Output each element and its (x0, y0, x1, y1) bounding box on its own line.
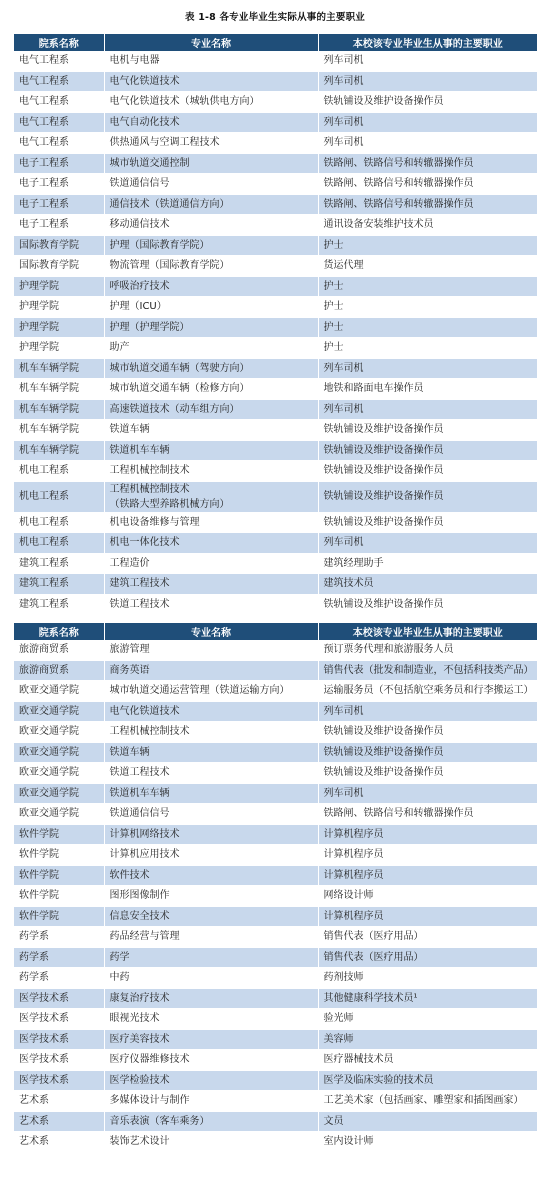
cell-department: 机车车辆学院 (14, 399, 104, 420)
cell-occupation: 验光师 (318, 1009, 537, 1030)
cell-occupation: 计算机程序员 (318, 845, 537, 866)
table-title: 表 1-8 各专业毕业生实际从事的主要职业 (185, 12, 365, 23)
cell-occupation: 列车司机 (318, 533, 537, 554)
cell-department: 欧亚交通学院 (14, 722, 104, 743)
cell-department: 护理学院 (14, 317, 104, 338)
cell-major: 药品经营与管理 (104, 927, 318, 948)
cell-department: 欧亚交通学院 (14, 742, 104, 763)
cell-occupation: 铁轨铺设及维护设备操作员 (318, 420, 537, 441)
cell-major: 机电一体化技术 (104, 533, 318, 554)
cell-department: 电气工程系 (14, 112, 104, 133)
cell-department: 机车车辆学院 (14, 420, 104, 441)
cell-major: 电气化铁道技术 (104, 71, 318, 92)
table-row (14, 71, 537, 92)
cell-occupation: 室内设计师 (318, 1132, 537, 1153)
cell-department: 电子工程系 (14, 194, 104, 215)
table-header-row (14, 623, 537, 640)
cell-occupation: 计算机程序员 (318, 865, 537, 886)
table-row (14, 1132, 537, 1153)
cell-occupation: 计算机程序员 (318, 824, 537, 845)
table-row (14, 553, 537, 574)
cell-major: 城市轨道交通车辆（驾驶方向） (104, 358, 318, 379)
table-row (14, 742, 537, 763)
cell-major: 高速铁道技术（动车组方向） (104, 399, 318, 420)
cell-department: 机车车辆学院 (14, 440, 104, 461)
cell-occupation: 美容师 (318, 1029, 537, 1050)
cell-department: 软件学院 (14, 824, 104, 845)
header-occupation: 本校该专业毕业生从事的主要职业 (318, 34, 537, 51)
cell-occupation: 护士 (318, 317, 537, 338)
cell-department: 欧亚交通学院 (14, 804, 104, 825)
cell-occupation: 销售代表（批发和制造业，不包括科技类产品） (318, 660, 537, 681)
cell-occupation: 列车司机 (318, 399, 537, 420)
table-row (14, 112, 537, 133)
cell-occupation: 铁轨铺设及维护设备操作员 (318, 742, 537, 763)
cell-major: 铁道通信信号 (104, 174, 318, 195)
cell-department: 医学技术系 (14, 1009, 104, 1030)
header-department: 院系名称 (14, 623, 104, 640)
cell-major: 城市轨道交通运营管理（铁道运输方向） (104, 681, 318, 702)
cell-occupation: 医学及临床实验的技术员 (318, 1070, 537, 1091)
table-row (14, 988, 537, 1009)
table-row (14, 640, 537, 660)
cell-major: 供热通风与空调工程技术 (104, 133, 318, 154)
table-row (14, 51, 537, 71)
cell-occupation: 销售代表（医疗用品） (318, 947, 537, 968)
table-row (14, 886, 537, 907)
table-row (14, 133, 537, 154)
cell-occupation: 铁轨铺设及维护设备操作员 (318, 763, 537, 784)
cell-major: 药学 (104, 947, 318, 968)
table-row (14, 358, 537, 379)
cell-department: 机电工程系 (14, 512, 104, 533)
table-row (14, 701, 537, 722)
table-row (14, 420, 537, 441)
cell-major: 呼吸治疗技术 (104, 276, 318, 297)
cell-major: 城市轨道交通控制 (104, 153, 318, 174)
cell-occupation: 计算机程序员 (318, 906, 537, 927)
cell-department: 护理学院 (14, 276, 104, 297)
cell-major: 城市轨道交通车辆（检修方向） (104, 379, 318, 400)
cell-occupation: 列车司机 (318, 358, 537, 379)
cell-occupation: 铁轨铺设及维护设备操作员 (318, 440, 537, 461)
header-department: 院系名称 (14, 34, 104, 51)
cell-major: 工程机械控制技术 （铁路大型养路机械方向） (104, 481, 318, 512)
table-row (14, 968, 537, 989)
header-occupation: 本校该专业毕业生从事的主要职业 (318, 623, 537, 640)
cell-department: 电气工程系 (14, 71, 104, 92)
cell-major: 眼视光技术 (104, 1009, 318, 1030)
cell-department: 药学系 (14, 947, 104, 968)
cell-department: 欧亚交通学院 (14, 701, 104, 722)
cell-major: 工程造价 (104, 553, 318, 574)
cell-department: 艺术系 (14, 1132, 104, 1153)
cell-department: 机电工程系 (14, 461, 104, 482)
cell-major: 商务英语 (104, 660, 318, 681)
cell-department: 软件学院 (14, 865, 104, 886)
cell-department: 电气工程系 (14, 92, 104, 113)
cell-occupation: 列车司机 (318, 51, 537, 71)
cell-department: 旅游商贸系 (14, 640, 104, 660)
cell-department: 药学系 (14, 927, 104, 948)
cell-major: 铁道车辆 (104, 742, 318, 763)
header-major: 专业名称 (104, 623, 318, 640)
cell-major: 图形图像制作 (104, 886, 318, 907)
cell-occupation: 列车司机 (318, 112, 537, 133)
cell-department: 国际教育学院 (14, 256, 104, 277)
cell-occupation: 列车司机 (318, 701, 537, 722)
cell-department: 欧亚交通学院 (14, 783, 104, 804)
cell-major: 建筑工程技术 (104, 574, 318, 595)
table-row (14, 865, 537, 886)
table-row (14, 92, 537, 113)
cell-major: 工程机械控制技术 (104, 461, 318, 482)
table-row (14, 338, 537, 359)
cell-department: 护理学院 (14, 297, 104, 318)
table-row (14, 947, 537, 968)
cell-occupation: 预订票务代理和旅游服务人员 (318, 640, 537, 660)
table-row (14, 153, 537, 174)
cell-department: 电气工程系 (14, 51, 104, 71)
table-row (14, 722, 537, 743)
cell-occupation: 铁轨铺设及维护设备操作员 (318, 92, 537, 113)
cell-occupation: 其他健康科学技术员¹ (318, 988, 537, 1009)
cell-department: 护理学院 (14, 338, 104, 359)
cell-department: 欧亚交通学院 (14, 763, 104, 784)
cell-department: 电子工程系 (14, 215, 104, 236)
table-row (14, 399, 537, 420)
cell-major: 工程机械控制技术 (104, 722, 318, 743)
cell-major: 护理（ICU） (104, 297, 318, 318)
cell-department: 电子工程系 (14, 174, 104, 195)
cell-major: 计算机网络技术 (104, 824, 318, 845)
cell-occupation: 列车司机 (318, 71, 537, 92)
cell-occupation: 列车司机 (318, 133, 537, 154)
table-row (14, 660, 537, 681)
cell-department: 旅游商贸系 (14, 660, 104, 681)
cell-occupation: 铁路闸、铁路信号和转辙器操作员 (318, 174, 537, 195)
cell-department: 电子工程系 (14, 153, 104, 174)
table-row (14, 215, 537, 236)
table-row (14, 783, 537, 804)
cell-major: 电气化铁道技术（城轨供电方向） (104, 92, 318, 113)
cell-major: 铁道工程技术 (104, 594, 318, 615)
table-row (14, 763, 537, 784)
table-row (14, 174, 537, 195)
table-row (14, 824, 537, 845)
cell-department: 欧亚交通学院 (14, 681, 104, 702)
table-row (14, 461, 537, 482)
cell-occupation: 网络设计师 (318, 886, 537, 907)
table-row (14, 1009, 537, 1030)
cell-occupation: 地铁和路面电车操作员 (318, 379, 537, 400)
cell-major: 铁道工程技术 (104, 763, 318, 784)
cell-department: 医学技术系 (14, 1070, 104, 1091)
cell-department: 艺术系 (14, 1091, 104, 1112)
cell-major: 电气自动化技术 (104, 112, 318, 133)
table-row (14, 845, 537, 866)
cell-department: 机车车辆学院 (14, 358, 104, 379)
table-row (14, 512, 537, 533)
cell-major: 铁道车辆 (104, 420, 318, 441)
cell-department: 药学系 (14, 968, 104, 989)
table-row (14, 1070, 537, 1091)
table-row (14, 906, 537, 927)
cell-department: 医学技术系 (14, 1050, 104, 1071)
cell-major: 旅游管理 (104, 640, 318, 660)
cell-major: 中药 (104, 968, 318, 989)
cell-major: 电气化铁道技术 (104, 701, 318, 722)
header-major: 专业名称 (104, 34, 318, 51)
cell-major: 医疗仪器维修技术 (104, 1050, 318, 1071)
cell-department: 建筑工程系 (14, 553, 104, 574)
occupation-table-part2 (14, 623, 537, 1153)
cell-occupation: 铁路闸、铁路信号和转辙器操作员 (318, 194, 537, 215)
table-row (14, 1111, 537, 1132)
cell-occupation: 护士 (318, 297, 537, 318)
table-row (14, 574, 537, 595)
table-row (14, 235, 537, 256)
cell-major: 医疗美容技术 (104, 1029, 318, 1050)
cell-major: 助产 (104, 338, 318, 359)
table-row (14, 1050, 537, 1071)
cell-major: 护理（国际教育学院） (104, 235, 318, 256)
cell-department: 国际教育学院 (14, 235, 104, 256)
cell-occupation: 铁路闸、铁路信号和转辙器操作员 (318, 804, 537, 825)
cell-occupation: 文员 (318, 1111, 537, 1132)
cell-department: 建筑工程系 (14, 594, 104, 615)
table-row (14, 1091, 537, 1112)
cell-occupation: 护士 (318, 276, 537, 297)
cell-major: 软件技术 (104, 865, 318, 886)
table-row (14, 927, 537, 948)
cell-major: 物流管理（国际教育学院） (104, 256, 318, 277)
cell-occupation: 通讯设备安装维护技术员 (318, 215, 537, 236)
cell-major: 通信技术（铁道通信方向） (104, 194, 318, 215)
cell-major: 康复治疗技术 (104, 988, 318, 1009)
cell-department: 软件学院 (14, 906, 104, 927)
cell-occupation: 铁轨铺设及维护设备操作员 (318, 461, 537, 482)
cell-major: 护理（护理学院） (104, 317, 318, 338)
cell-department: 软件学院 (14, 886, 104, 907)
cell-department: 机电工程系 (14, 533, 104, 554)
cell-department: 软件学院 (14, 845, 104, 866)
table-row (14, 379, 537, 400)
cell-department: 建筑工程系 (14, 574, 104, 595)
cell-occupation: 铁路闸、铁路信号和转辙器操作员 (318, 153, 537, 174)
table-row (14, 440, 537, 461)
cell-occupation: 列车司机 (318, 783, 537, 804)
table-row (14, 681, 537, 702)
cell-department: 艺术系 (14, 1111, 104, 1132)
table-row (14, 276, 537, 297)
cell-major: 电机与电器 (104, 51, 318, 71)
cell-occupation: 铁轨铺设及维护设备操作员 (318, 594, 537, 615)
cell-department: 机电工程系 (14, 481, 104, 512)
cell-occupation: 运输服务员（不包括航空乘务员和行李搬运工） (318, 681, 537, 702)
cell-department: 机车车辆学院 (14, 379, 104, 400)
cell-occupation: 医疗器械技术员 (318, 1050, 537, 1071)
cell-occupation: 铁轨铺设及维护设备操作员 (318, 481, 537, 512)
table-row (14, 804, 537, 825)
cell-major: 音乐表演（客车乘务） (104, 1111, 318, 1132)
cell-occupation: 销售代表（医疗用品） (318, 927, 537, 948)
cell-major: 铁道机车车辆 (104, 440, 318, 461)
cell-major: 多媒体设计与制作 (104, 1091, 318, 1112)
cell-occupation: 护士 (318, 338, 537, 359)
cell-department: 医学技术系 (14, 1029, 104, 1050)
cell-occupation: 工艺美术家（包括画家、雕塑家和插图画家） (318, 1091, 537, 1112)
cell-major: 机电设备维修与管理 (104, 512, 318, 533)
table-row (14, 256, 537, 277)
table-row (14, 194, 537, 215)
cell-occupation: 建筑经理助手 (318, 553, 537, 574)
table-row (14, 481, 537, 512)
table-row (14, 594, 537, 615)
cell-major: 医学检验技术 (104, 1070, 318, 1091)
table-header-row (14, 34, 537, 51)
occupation-table-part1 (14, 34, 537, 615)
cell-major: 装饰艺术设计 (104, 1132, 318, 1153)
cell-department: 电气工程系 (14, 133, 104, 154)
cell-major: 移动通信技术 (104, 215, 318, 236)
cell-major: 计算机应用技术 (104, 845, 318, 866)
cell-occupation: 货运代理 (318, 256, 537, 277)
cell-department: 医学技术系 (14, 988, 104, 1009)
table-row (14, 297, 537, 318)
table-row (14, 317, 537, 338)
cell-major: 铁道机车车辆 (104, 783, 318, 804)
table-row (14, 533, 537, 554)
cell-major: 铁道通信信号 (104, 804, 318, 825)
cell-occupation: 建筑技术员 (318, 574, 537, 595)
cell-occupation: 铁轨铺设及维护设备操作员 (318, 722, 537, 743)
cell-occupation: 护士 (318, 235, 537, 256)
table-row (14, 1029, 537, 1050)
cell-major: 信息安全技术 (104, 906, 318, 927)
cell-occupation: 药剂技师 (318, 968, 537, 989)
cell-occupation: 铁轨铺设及维护设备操作员 (318, 512, 537, 533)
